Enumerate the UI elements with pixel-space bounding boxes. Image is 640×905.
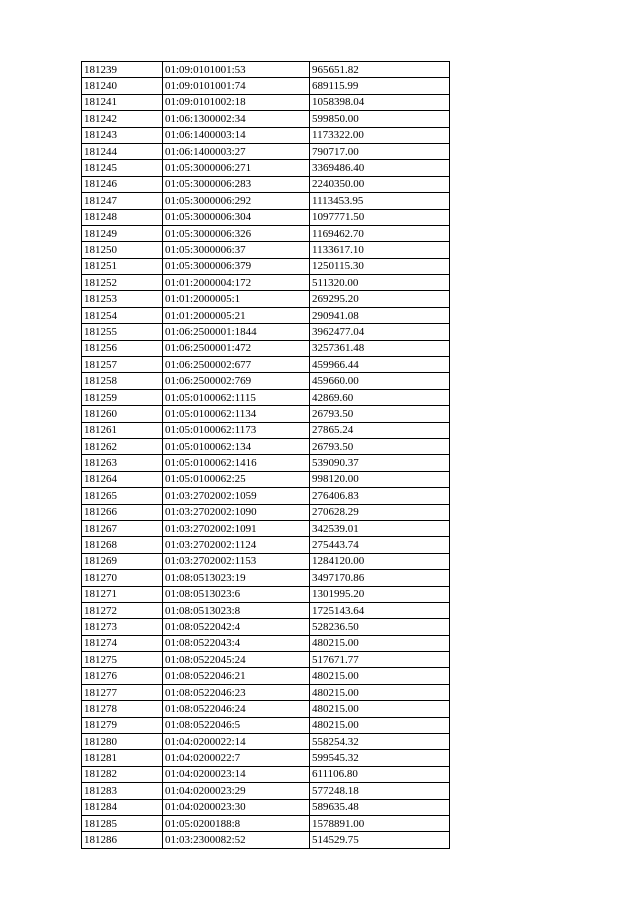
table-row <box>82 668 450 684</box>
table-row <box>82 684 450 700</box>
cadastral-number-cell: 01:06:2500001:472 <box>163 340 310 356</box>
value-cell: 558254.32 <box>310 734 450 750</box>
table-row <box>82 275 450 291</box>
value-cell: 480215.00 <box>310 668 450 684</box>
table-row <box>82 78 450 94</box>
row-id-cell: 181266 <box>82 504 163 520</box>
cadastral-number-cell: 01:05:3000006:271 <box>163 160 310 176</box>
table-row <box>82 783 450 799</box>
cadastral-number-cell: 01:06:2500001:1844 <box>163 324 310 340</box>
cadastral-number-cell: 01:01:2000005:21 <box>163 307 310 323</box>
table-row <box>82 520 450 536</box>
row-id-cell: 181253 <box>82 291 163 307</box>
cadastral-number-cell: 01:05:3000006:326 <box>163 225 310 241</box>
value-cell: 1725143.64 <box>310 602 450 618</box>
value-cell: 589635.48 <box>310 799 450 815</box>
table-row <box>82 652 450 668</box>
row-id-cell: 181280 <box>82 734 163 750</box>
row-id-cell: 181261 <box>82 422 163 438</box>
table-row <box>82 635 450 651</box>
table-row <box>82 242 450 258</box>
value-cell: 1113453.95 <box>310 193 450 209</box>
row-id-cell: 181277 <box>82 684 163 700</box>
row-id-cell: 181252 <box>82 275 163 291</box>
table-row <box>82 602 450 618</box>
row-id-cell: 181246 <box>82 176 163 192</box>
value-cell: 459660.00 <box>310 373 450 389</box>
table-row <box>82 127 450 143</box>
value-cell: 42869.60 <box>310 389 450 405</box>
cadastral-number-cell: 01:04:0200022:14 <box>163 734 310 750</box>
cadastral-number-cell: 01:03:2702002:1124 <box>163 537 310 553</box>
table-row <box>82 160 450 176</box>
row-id-cell: 181245 <box>82 160 163 176</box>
value-cell: 480215.00 <box>310 717 450 733</box>
row-id-cell: 181247 <box>82 193 163 209</box>
table-row <box>82 734 450 750</box>
table-row <box>82 471 450 487</box>
row-id-cell: 181265 <box>82 488 163 504</box>
row-id-cell: 181254 <box>82 307 163 323</box>
value-cell: 514529.75 <box>310 832 450 848</box>
cadastral-number-cell: 01:08:0522046:24 <box>163 701 310 717</box>
table-row <box>82 193 450 209</box>
row-id-cell: 181248 <box>82 209 163 225</box>
cadastral-number-cell: 01:08:0522042:4 <box>163 619 310 635</box>
table-row <box>82 766 450 782</box>
value-cell: 3369486.40 <box>310 160 450 176</box>
value-cell: 1578891.00 <box>310 815 450 831</box>
cadastral-number-cell: 01:08:0513023:8 <box>163 602 310 618</box>
row-id-cell: 181244 <box>82 143 163 159</box>
value-cell: 689115.99 <box>310 78 450 94</box>
cadastral-number-cell: 01:06:2500002:769 <box>163 373 310 389</box>
row-id-cell: 181278 <box>82 701 163 717</box>
cadastral-number-cell: 01:09:0101002:18 <box>163 94 310 110</box>
table-row <box>82 225 450 241</box>
row-id-cell: 181256 <box>82 340 163 356</box>
table-row <box>82 324 450 340</box>
value-cell: 3962477.04 <box>310 324 450 340</box>
row-id-cell: 181274 <box>82 635 163 651</box>
table-row <box>82 340 450 356</box>
table-row <box>82 815 450 831</box>
cadastral-number-cell: 01:03:2702002:1153 <box>163 553 310 569</box>
value-cell: 275443.74 <box>310 537 450 553</box>
row-id-cell: 181243 <box>82 127 163 143</box>
value-cell: 1097771.50 <box>310 209 450 225</box>
row-id-cell: 181276 <box>82 668 163 684</box>
cadastral-number-cell: 01:05:0100062:1134 <box>163 406 310 422</box>
table-row <box>82 373 450 389</box>
cadastral-number-cell: 01:06:1400003:27 <box>163 143 310 159</box>
cadastral-number-cell: 01:08:0513023:6 <box>163 586 310 602</box>
cadastral-number-cell: 01:03:2300082:52 <box>163 832 310 848</box>
value-cell: 599850.00 <box>310 111 450 127</box>
cadastral-number-cell: 01:08:0522043:4 <box>163 635 310 651</box>
table-row <box>82 586 450 602</box>
value-cell: 611106.80 <box>310 766 450 782</box>
cadastral-number-cell: 01:06:2500002:677 <box>163 357 310 373</box>
table-row <box>82 832 450 848</box>
table-row <box>82 537 450 553</box>
value-cell: 290941.08 <box>310 307 450 323</box>
row-id-cell: 181260 <box>82 406 163 422</box>
cadastral-number-cell: 01:05:3000006:283 <box>163 176 310 192</box>
cadastral-number-cell: 01:05:0100062:1416 <box>163 455 310 471</box>
cadastral-number-cell: 01:01:2000005:1 <box>163 291 310 307</box>
cadastral-number-cell: 01:03:2702002:1059 <box>163 488 310 504</box>
data-table <box>81 61 450 849</box>
row-id-cell: 181273 <box>82 619 163 635</box>
cadastral-number-cell: 01:05:3000006:304 <box>163 209 310 225</box>
value-cell: 528236.50 <box>310 619 450 635</box>
cadastral-number-cell: 01:08:0522045:24 <box>163 652 310 668</box>
row-id-cell: 181241 <box>82 94 163 110</box>
value-cell: 480215.00 <box>310 701 450 717</box>
table-row <box>82 799 450 815</box>
row-id-cell: 181284 <box>82 799 163 815</box>
cadastral-number-cell: 01:04:0200022:7 <box>163 750 310 766</box>
row-id-cell: 181250 <box>82 242 163 258</box>
cadastral-number-cell: 01:05:0100062:1115 <box>163 389 310 405</box>
cadastral-number-cell: 01:05:3000006:379 <box>163 258 310 274</box>
value-cell: 1250115.30 <box>310 258 450 274</box>
cadastral-number-cell: 01:03:2702002:1091 <box>163 520 310 536</box>
cadastral-number-cell: 01:06:1300002:34 <box>163 111 310 127</box>
value-cell: 1133617.10 <box>310 242 450 258</box>
row-id-cell: 181239 <box>82 62 163 78</box>
row-id-cell: 181267 <box>82 520 163 536</box>
value-cell: 1058398.04 <box>310 94 450 110</box>
table-row <box>82 291 450 307</box>
value-cell: 1284120.00 <box>310 553 450 569</box>
row-id-cell: 181264 <box>82 471 163 487</box>
value-cell: 2240350.00 <box>310 176 450 192</box>
value-cell: 577248.18 <box>310 783 450 799</box>
row-id-cell: 181279 <box>82 717 163 733</box>
cadastral-number-cell: 01:08:0522046:23 <box>163 684 310 700</box>
table-row <box>82 143 450 159</box>
table-row <box>82 406 450 422</box>
row-id-cell: 181240 <box>82 78 163 94</box>
value-cell: 511320.00 <box>310 275 450 291</box>
table-row <box>82 553 450 569</box>
value-cell: 276406.83 <box>310 488 450 504</box>
value-cell: 539090.37 <box>310 455 450 471</box>
value-cell: 517671.77 <box>310 652 450 668</box>
row-id-cell: 181271 <box>82 586 163 602</box>
value-cell: 1173322.00 <box>310 127 450 143</box>
row-id-cell: 181285 <box>82 815 163 831</box>
table-row <box>82 455 450 471</box>
row-id-cell: 181283 <box>82 783 163 799</box>
row-id-cell: 181268 <box>82 537 163 553</box>
cadastral-number-cell: 01:08:0513023:19 <box>163 570 310 586</box>
cadastral-number-cell: 01:09:0101001:74 <box>163 78 310 94</box>
table-row <box>82 422 450 438</box>
cadastral-number-cell: 01:05:0100062:25 <box>163 471 310 487</box>
table-row <box>82 62 450 78</box>
row-id-cell: 181269 <box>82 553 163 569</box>
row-id-cell: 181251 <box>82 258 163 274</box>
value-cell: 27865.24 <box>310 422 450 438</box>
row-id-cell: 181282 <box>82 766 163 782</box>
table-row <box>82 504 450 520</box>
cadastral-number-cell: 01:04:0200023:14 <box>163 766 310 782</box>
value-cell: 480215.00 <box>310 635 450 651</box>
value-cell: 480215.00 <box>310 684 450 700</box>
cadastral-number-cell: 01:05:0200188:8 <box>163 815 310 831</box>
table-row <box>82 570 450 586</box>
table-row <box>82 307 450 323</box>
cadastral-number-cell: 01:09:0101001:53 <box>163 62 310 78</box>
row-id-cell: 181262 <box>82 438 163 454</box>
row-id-cell: 181275 <box>82 652 163 668</box>
table-row <box>82 619 450 635</box>
cadastral-number-cell: 01:08:0522046:21 <box>163 668 310 684</box>
value-cell: 3257361.48 <box>310 340 450 356</box>
row-id-cell: 181249 <box>82 225 163 241</box>
row-id-cell: 181242 <box>82 111 163 127</box>
row-id-cell: 181270 <box>82 570 163 586</box>
cadastral-number-cell: 01:05:3000006:292 <box>163 193 310 209</box>
row-id-cell: 181259 <box>82 389 163 405</box>
cadastral-number-cell: 01:05:0100062:1173 <box>163 422 310 438</box>
value-cell: 342539.01 <box>310 520 450 536</box>
value-cell: 459966.44 <box>310 357 450 373</box>
row-id-cell: 181286 <box>82 832 163 848</box>
value-cell: 26793.50 <box>310 406 450 422</box>
value-cell: 599545.32 <box>310 750 450 766</box>
value-cell: 965651.82 <box>310 62 450 78</box>
cadastral-number-cell: 01:05:3000006:37 <box>163 242 310 258</box>
row-id-cell: 181257 <box>82 357 163 373</box>
row-id-cell: 181281 <box>82 750 163 766</box>
cadastral-number-cell: 01:05:0100062:134 <box>163 438 310 454</box>
table-row <box>82 176 450 192</box>
row-id-cell: 181258 <box>82 373 163 389</box>
cadastral-number-cell: 01:04:0200023:30 <box>163 799 310 815</box>
table-row <box>82 717 450 733</box>
table-row <box>82 209 450 225</box>
value-cell: 790717.00 <box>310 143 450 159</box>
table-body <box>82 62 450 849</box>
table-row <box>82 701 450 717</box>
table-row <box>82 94 450 110</box>
value-cell: 26793.50 <box>310 438 450 454</box>
table-row <box>82 357 450 373</box>
table-row <box>82 438 450 454</box>
cadastral-number-cell: 01:08:0522046:5 <box>163 717 310 733</box>
table-row <box>82 111 450 127</box>
value-cell: 270628.29 <box>310 504 450 520</box>
value-cell: 3497170.86 <box>310 570 450 586</box>
row-id-cell: 181263 <box>82 455 163 471</box>
value-cell: 1301995.20 <box>310 586 450 602</box>
cadastral-number-cell: 01:01:2000004:172 <box>163 275 310 291</box>
table-row <box>82 258 450 274</box>
row-id-cell: 181272 <box>82 602 163 618</box>
cadastral-number-cell: 01:03:2702002:1090 <box>163 504 310 520</box>
cadastral-number-cell: 01:06:1400003:14 <box>163 127 310 143</box>
table-row <box>82 488 450 504</box>
value-cell: 1169462.70 <box>310 225 450 241</box>
row-id-cell: 181255 <box>82 324 163 340</box>
cadastral-number-cell: 01:04:0200023:29 <box>163 783 310 799</box>
table-row <box>82 750 450 766</box>
value-cell: 269295.20 <box>310 291 450 307</box>
table-row <box>82 389 450 405</box>
value-cell: 998120.00 <box>310 471 450 487</box>
